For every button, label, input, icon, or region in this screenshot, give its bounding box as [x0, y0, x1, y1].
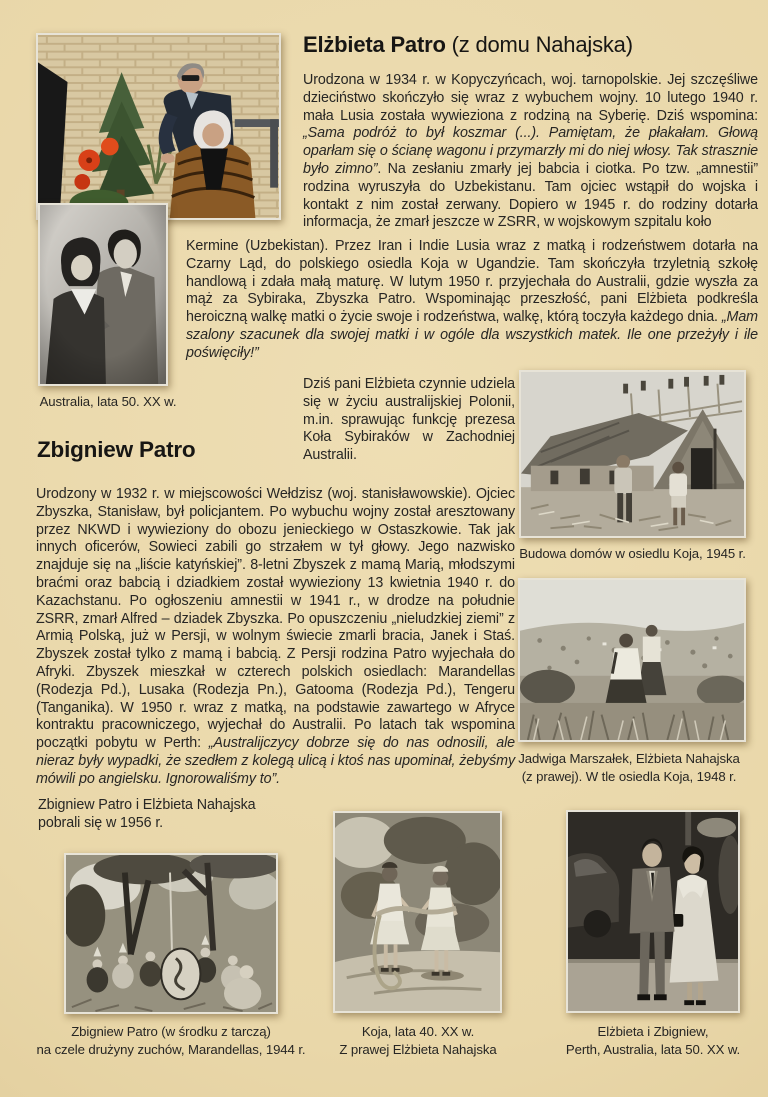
caption-scout-troop — [20, 1023, 322, 1059]
title-name: Elżbieta Patro — [303, 32, 446, 57]
zbigniew-bio-text: Urodzony w 1932 r. w miejscowości Wełdzisz (woj. stanisławowskie). Ojciec Zbyszka, Stanisław, był policjantem. Po wybuchu wojny został aresztowany przez NKWD i wywieziony do obozu jenieckiego w Ostaszkowie. Tak jak innych oficerów, Sowieci zabili go strzałem w tył głowy. Jego nazwisko znajduje się na „liście katyńskiej”. 8-letni Zbyszek z mamą Marią, młodszymi braćmi oraz babcią i dziadkiem został wywieziony 13 kwietnia 1940 r. do Kazachstanu. Po ogłoszeniu amnestii w 1941 r., w drodze na południe ZSRR, zmarł Alfred – dziadek Zbyszka. Po opuszczeniu „nieludzkiej ziemi” z Armią Polską, już w Persji, w wolnym świecie zmarli bracia, Janek i Staś. Zbyszek został tylko z mamą i babcią. Z Persji rodzina Patro wyjechała do Afryki. Zbyszek mieszkał w czterech polskich osiedlach: Marandellas (Rodezja Pd.), Lusaka (Rodezja Pn.), Gatooma (Rodezja Pd.), Tengeru (Tanganika). W 1950 r. wraz z matką, na podstawie zawartego w Afryce kontraktu pracowniczego, wyjechał do Australii. Po latach tak wspomina początki pobytu w Perth: — [36, 486, 515, 752]
photo-koja-construction — [519, 370, 746, 538]
photo-scout-troop — [64, 853, 278, 1014]
caption-couple-perth-line2: Perth, Australia, lata 50. XX w. — [565, 1041, 741, 1057]
caption-girls-with-snake-line1: Koja, lata 40. XX w. — [361, 1024, 475, 1039]
girls-with-snake-illustration — [335, 813, 500, 1011]
koja-landscape-illustration — [520, 580, 744, 740]
scout-troop-illustration — [66, 855, 276, 1012]
caption-scout-troop-line2: na czele drużyny zuchów, Marandellas, 1944 r. — [36, 1041, 306, 1057]
bio-text-wide: Kermine (Uzbekistan). Przez Iran i Indie Lusia wraz z matką i rodzeństwem dotarła na Czarny Ląd, do polskiego osiedla Koja w Ugandzie. Tam skończyła trzyletnią szkołę handlową i zdała małą maturę. W lutym 1950 r. przyjechała do Australii, gdzie wyszła za mąż za Sybiraka, Zbyszka Patro. Wspominając przeszłość, pani Elżbieta podkreśla heroiczną walkę matki o życie swoje i rodzeństwa, walkę, którą toczyła każdego dnia. — [186, 238, 758, 326]
zbigniew-bio-quote: „Australijczycy dobrze się do nas odnosili, ale nieraz były wypadki, że szedłem z kolegą ulicą i ktoś nas upominał, żebyśmy mówili po angielsku. Ignorowaliśmy to”. — [36, 735, 515, 787]
photo-young-couple-portrait — [38, 203, 168, 386]
photo-elderly-couple — [36, 33, 281, 220]
caption-girls-with-snake-line2: Z prawej Elżbieta Nahajska — [339, 1041, 497, 1057]
bio-quote-siberia: „Sama podróż to był koszmar (...). Pamiętam, że płakałam. Głową oparłam się o ścianę wagonu i przymarzły mi do niej włosy. Tak strasznie było zimno” — [303, 125, 758, 177]
caption-australia: Australia, lata 50. XX w. — [39, 394, 177, 409]
caption-koja-construction: Budowa domów w osiedlu Koja, 1945 r. — [519, 546, 746, 561]
marriage-note: Zbigniew Patro i Elżbieta Nahajska pobrali się w 1956 r. — [38, 797, 256, 831]
koja-construction-illustration — [521, 372, 744, 536]
section-heading-zbigniew: Zbigniew Patro — [37, 437, 196, 462]
bio-text-after-quote: . Na zesłaniu zmarły jej babcia i ciotka. Po tzw. „amnestii” rodzina wyruszyła do Uzbekistanu. Tam ojciec wstąpił do wojska i kontakt z nim został zerwany. Dopiero w 1945 r. do rodziny dotarła informacja, że zmarł jeszcze w ZSRR, w wojskowym szpitalu koło — [303, 160, 758, 231]
bio-quote-mothers: „Mam szalony szacunek dla swojej matki i w ogóle dla wszystkich matek. Ile one przeżyły i ile poświęciły!” — [186, 309, 758, 361]
photo-girls-with-snake — [333, 811, 502, 1013]
caption-koja-landscape — [488, 750, 768, 786]
photo-koja-landscape — [518, 578, 746, 742]
bio-text-start: Urodzona w 1934 r. w Kopyczyńcach, woj. tarnopolskie. Jej szczęśliwe dzieciństwo skończyło się wraz z wybuchem wojny. 10 lutego 1940 r. mała Lusia została wywieziona z rodziną na Syberię. Dziś wspomina: — [303, 72, 758, 124]
caption-scout-troop-line1: Zbigniew Patro (w środku z tarczą) — [71, 1024, 271, 1039]
zbigniew-bio-paragraph — [36, 486, 515, 789]
page-title — [303, 33, 633, 57]
elzbieta-polonia-paragraph: Dziś pani Elżbieta czynnie udziela się w życiu australijskiej Polonii, m.in. sprawując funkcję prezesa Koła Sybiraków w Zachodniej Australii. — [303, 376, 515, 464]
caption-koja-landscape-line1: Jadwiga Marszałek, Elżbieta Nahajska — [518, 751, 740, 766]
photo-couple-perth — [566, 810, 740, 1013]
young-couple-illustration — [40, 205, 166, 384]
elzbieta-bio-paragraph — [303, 72, 758, 232]
couple-perth-illustration — [568, 812, 738, 1011]
caption-koja-landscape-line2: (z prawej). W tle osiedla Koja, 1948 r. — [521, 768, 737, 784]
elzbieta-bio-paragraph-continued — [186, 238, 758, 363]
caption-couple-perth — [558, 1023, 748, 1059]
elderly-couple-illustration — [38, 35, 279, 218]
caption-couple-perth-line1: Elżbieta i Zbigniew, — [597, 1024, 709, 1039]
title-suffix: (z domu Nahajska) — [445, 32, 633, 57]
caption-girls-with-snake — [330, 1023, 506, 1059]
